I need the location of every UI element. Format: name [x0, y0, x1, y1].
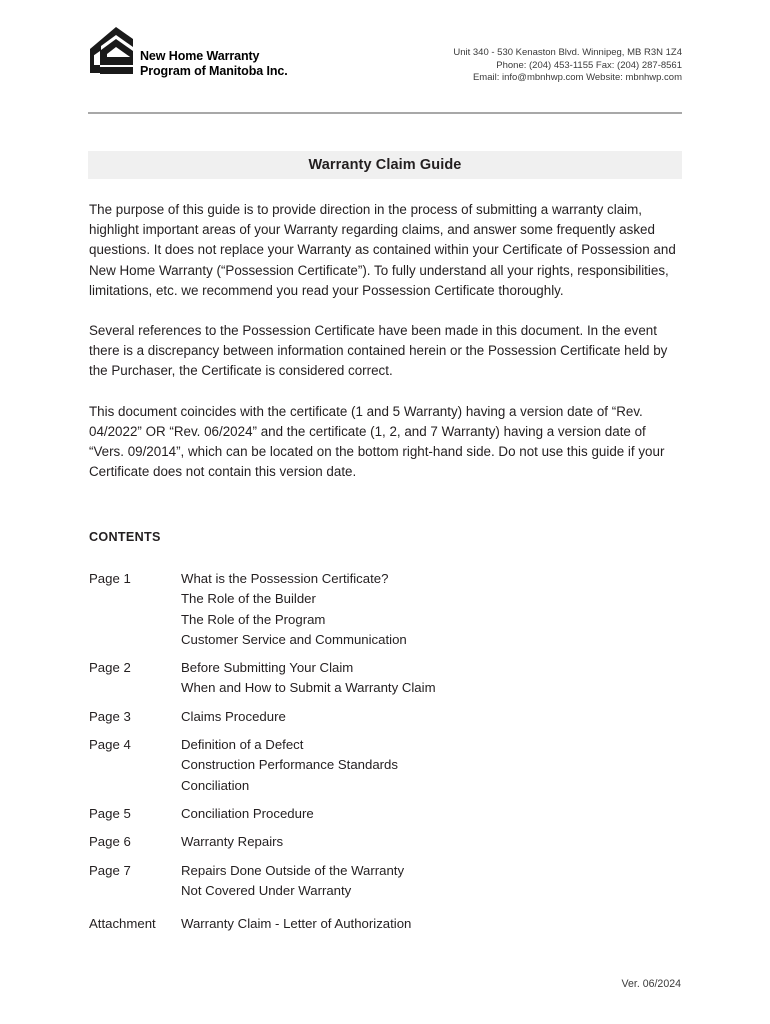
intro-body-copy	[89, 200, 681, 482]
contents-page-label: Page 2	[89, 660, 131, 676]
contents-group	[89, 914, 649, 934]
contents-page-label: Page 5	[89, 805, 131, 821]
contents-group	[89, 707, 649, 727]
paragraph-purpose: The purpose of this guide is to provide direction in the process of submitting a warranty claim, highlight important areas of your Warranty regarding claims, and answer some frequently asked questions. It does not replace your Warranty as contained within your Certificate of Possession and New Home Warranty (“Possession Certificate”). To fully understand all your rights, responsibilities, limitations, etc. we recommend you read your Possession Certificate thoroughly.	[89, 202, 676, 298]
contents-page-label: Page 7	[89, 862, 131, 878]
contact-phone-fax: Phone: (204) 453-1155 Fax: (204) 287-8561	[496, 59, 682, 71]
contents-item[interactable]: Warranty Claim - Letter of Authorization	[181, 916, 412, 932]
document-header	[88, 26, 682, 102]
contents-item-list	[181, 832, 649, 852]
contents-page-label: Attachment	[89, 916, 156, 932]
contents-group	[89, 735, 649, 796]
house-roof-logo-icon	[88, 26, 134, 78]
header-divider-rule	[88, 112, 682, 114]
contents-group	[89, 804, 649, 824]
contents-item[interactable]: Repairs Done Outside of the Warranty	[181, 862, 405, 878]
contents-group	[89, 658, 649, 699]
contents-list	[89, 569, 649, 934]
title-banner	[88, 151, 682, 179]
logo-wordmark	[140, 49, 288, 79]
paragraph-version-dates: This document coincides with the certificate (1 and 5 Warranty) having a version date of “Rev. 04/2022” OR “Rev. 06/2024” and the certificate (1, 2, and 7 Warranty) having a version date of “Vers. 09/2014”, which can be located on the bottom right-hand side. Do not use this guide if your Certificate does not contain this version date.	[89, 403, 665, 480]
contents-item[interactable]: Construction Performance Standards	[181, 757, 398, 773]
contents-page-label: Page 3	[89, 708, 131, 724]
contents-item[interactable]: Customer Service and Communication	[181, 631, 407, 647]
contents-group	[89, 832, 649, 852]
paragraph-references: Several references to the Possession Certificate have been made in this document. In the event there is a discrepancy between information contained herein or the Possession Certificate held by the Purchaser, the Certificate is considered correct.	[89, 323, 668, 379]
contents-item[interactable]: Warranty Repairs	[181, 834, 284, 850]
contents-item-list	[181, 804, 649, 824]
contents-item-list	[181, 861, 649, 902]
contents-page-label: Page 4	[89, 737, 131, 753]
contents-group	[89, 569, 649, 650]
contents-item[interactable]: When and How to Submit a Warranty Claim	[181, 680, 436, 696]
contents-item-list	[181, 707, 649, 727]
contents-group	[89, 861, 649, 902]
contents-item[interactable]: The Role of the Builder	[181, 591, 316, 607]
contents-item-list	[181, 569, 649, 650]
contents-item[interactable]: Not Covered Under Warranty	[181, 882, 352, 898]
contact-info-block	[453, 47, 682, 85]
contents-item[interactable]: Claims Procedure	[181, 708, 286, 724]
contact-address: Unit 340 - 530 Kenaston Blvd. Winnipeg, MB R3N 1Z4	[453, 47, 682, 58]
contents-item[interactable]: What is the Possession Certificate?	[181, 571, 389, 586]
footer-version-label: Ver. 06/2024	[621, 978, 681, 990]
contents-item[interactable]: Conciliation	[181, 777, 250, 793]
contents-item[interactable]: The Role of the Program	[181, 611, 326, 627]
contents-item[interactable]: Before Submitting Your Claim	[181, 660, 354, 676]
contents-item-list	[181, 914, 649, 934]
logo-line-1: New Home Warranty	[140, 49, 260, 63]
logo-line-2: Program of Manitoba Inc.	[140, 63, 288, 78]
contents-page-label: Page 6	[89, 834, 131, 850]
organization-logo	[88, 26, 288, 79]
contents-item-list	[181, 735, 649, 796]
contents-page-label: Page 1	[89, 571, 131, 586]
contact-email-website: Email: info@mbnhwp.com Website: mbnhwp.com	[472, 72, 682, 84]
page-title: Warranty Claim Guide	[308, 157, 462, 173]
contents-heading: CONTENTS	[89, 530, 161, 544]
contents-item-list	[181, 658, 649, 699]
contents-item[interactable]: Definition of a Defect	[181, 737, 304, 753]
contents-item[interactable]: Conciliation Procedure	[181, 805, 314, 821]
